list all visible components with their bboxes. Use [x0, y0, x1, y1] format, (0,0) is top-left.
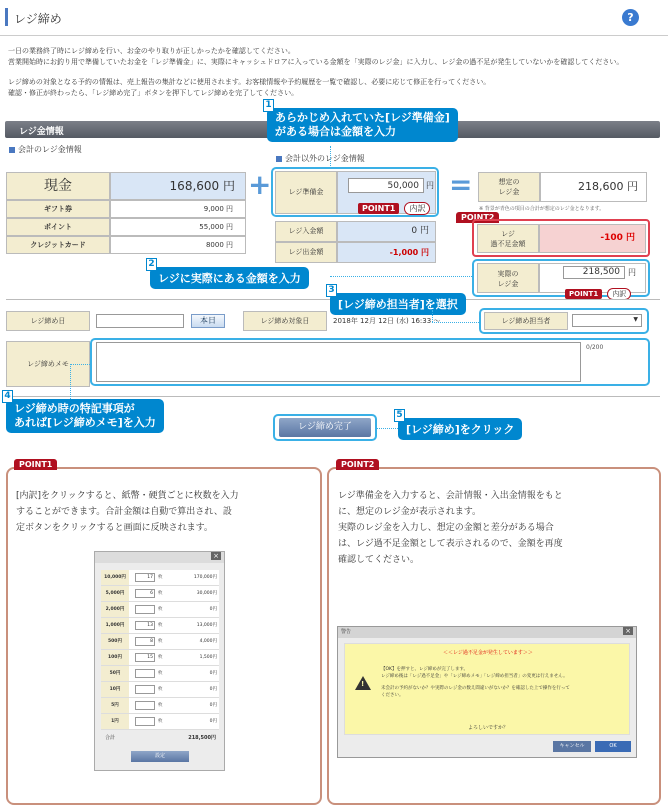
reserve-label: レジ準備金 — [275, 171, 337, 214]
reserve-input[interactable]: 50,000 — [348, 178, 424, 193]
intro-line: 一日の業務終了時にレジ締めを行い、お金のやり取りが正しかったかを確認してください。 — [8, 47, 295, 55]
breakdown-count-input[interactable]: 17 — [135, 573, 155, 582]
withdraw-label: レジ出金額 — [275, 242, 337, 263]
memo-counter: 0/200 — [586, 344, 604, 351]
cash-row-label: クレジットカード — [6, 236, 110, 254]
breakdown-unit: 枚 — [158, 639, 163, 644]
intro-line: 営業開始時にお釣り用で準備していたお金を「レジ準備金」に、実際にキャッシュドロアに入っている金額を「実際のレジ金」に入力し、レジ金の過不足が発生していないかを確認してください。 — [8, 58, 624, 66]
point2-box-tag: POINT2 — [336, 459, 379, 470]
breakdown-unit: 枚 — [158, 591, 163, 596]
callout-number: 1 — [263, 99, 274, 112]
callout-connector — [70, 364, 90, 365]
deposit-label: レジ入金額 — [275, 221, 337, 242]
warning-message-line: 未会計の予約がないか？や実際のレジ金の数え間違いがないか？を確認した上で操作を行って — [381, 686, 570, 691]
intro-text — [8, 46, 663, 99]
point1-text — [16, 488, 316, 536]
breakdown-count-input[interactable] — [135, 701, 155, 710]
callout-connector — [330, 276, 474, 277]
breakdown-denom: 10円 — [101, 682, 129, 697]
actual-detail-button[interactable]: 内訳 — [607, 288, 631, 300]
close-icon[interactable]: × — [213, 552, 219, 560]
cash-value: 168,600 円 — [169, 179, 235, 193]
breakdown-rows — [101, 570, 219, 730]
point1-box-tag: POINT1 — [14, 459, 57, 470]
breakdown-unit: 枚 — [158, 671, 163, 676]
staff-select[interactable] — [572, 314, 642, 327]
breakdown-denom: 5円 — [101, 698, 129, 713]
callout-5-text: [レジ締め]をクリック — [406, 423, 515, 436]
callout-connector — [432, 310, 433, 322]
actual-label-2: レジ金 — [497, 280, 519, 288]
warning-dialog — [337, 626, 637, 758]
callout-3 — [328, 285, 466, 315]
breakdown-count-input[interactable] — [135, 669, 155, 678]
breakdown-denom: 500円 — [101, 634, 129, 649]
memo-label: レジ締めメモ — [6, 341, 90, 387]
non-accounting-heading: 会計以外のレジ金情報 — [285, 154, 365, 163]
ok-button[interactable]: OK — [595, 741, 631, 752]
callout-number: 2 — [146, 258, 157, 271]
memo-textarea[interactable] — [96, 342, 581, 382]
withdraw-value: -1,000 円 — [337, 242, 436, 263]
warning-message-line: ください。 — [381, 693, 404, 698]
breakdown-unit: 枚 — [158, 575, 163, 580]
staff-label: レジ締め担当者 — [484, 312, 568, 330]
actual-label — [477, 263, 539, 293]
callout-connector — [377, 428, 398, 429]
expected-label-2: レジ金 — [498, 188, 520, 196]
bullet-icon — [276, 156, 282, 162]
expected-value: 218,600 円 — [540, 172, 647, 202]
actual-input[interactable]: 218,500 — [563, 266, 625, 279]
intro-line: 確認・修正が終わったら、「レジ締め完了」ボタンを押下してレジ締めを完了してください。 — [8, 89, 299, 97]
warning-titlebar — [338, 627, 636, 638]
warning-body — [344, 643, 630, 735]
callout-number: 4 — [2, 390, 13, 403]
cash-label: 現金 — [44, 178, 72, 194]
breakdown-count-input[interactable] — [135, 685, 155, 694]
breakdown-unit: 枚 — [158, 607, 163, 612]
breakdown-count-input[interactable]: 13 — [135, 621, 155, 630]
callout-2 — [148, 259, 309, 289]
callout-connector — [432, 322, 479, 323]
warning-message-line: 【OK】を押すと、レジ締めが完了します。 — [381, 667, 469, 672]
breakdown-total-value: 218,500円 — [188, 735, 216, 741]
cash-row-value: 9,000 円 — [110, 200, 246, 218]
reserve-detail-button[interactable]: 内訳 — [404, 202, 430, 215]
breakdown-amount: 0円 — [209, 671, 217, 676]
breakdown-denom: 1,000円 — [101, 618, 129, 633]
callout-4-line2: あれば[レジ締めメモ]を入力 — [14, 416, 156, 429]
breakdown-denom: 50円 — [101, 666, 129, 681]
breakdown-row — [101, 650, 219, 666]
breakdown-count-input[interactable] — [135, 605, 155, 614]
target-date-value: 2018年 12月 12日 (水) 16:33 〜 — [333, 317, 441, 325]
point2-tag: POINT2 — [456, 212, 499, 223]
help-icon[interactable]: ? — [622, 9, 639, 26]
breakdown-amount: 0円 — [209, 687, 217, 692]
breakdown-total-label: 合計 — [105, 735, 116, 741]
breakdown-amount: 13,000円 — [196, 623, 217, 628]
dialog-titlebar — [95, 552, 224, 563]
breakdown-row — [101, 666, 219, 682]
set-button[interactable]: 設定 — [131, 751, 189, 762]
breakdown-row — [101, 698, 219, 714]
breakdown-denom: 100円 — [101, 650, 129, 665]
breakdown-row — [101, 570, 219, 586]
actual-unit: 円 — [628, 268, 636, 277]
breakdown-unit: 枚 — [158, 719, 163, 724]
breakdown-count-input[interactable]: 6 — [135, 589, 155, 598]
title-accent — [5, 8, 8, 26]
today-button[interactable]: 本日 — [191, 314, 225, 328]
callout-3-text: [レジ締め担当者]を選択 — [338, 298, 458, 311]
cash-label-cell — [6, 172, 110, 200]
close-icon[interactable]: × — [625, 627, 631, 635]
point1-text-line: 定ボタンをクリックすると画面に反映されます。 — [16, 523, 213, 533]
callout-2-text: レジに実際にある金額を入力 — [158, 272, 301, 285]
breakdown-row — [101, 586, 219, 602]
cancel-button[interactable]: キャンセル — [553, 741, 591, 752]
reserve-buttons — [358, 196, 430, 215]
cash-row-label: ギフト券 — [6, 200, 110, 218]
breakdown-amount: 0円 — [209, 719, 217, 724]
callout-5 — [396, 410, 522, 440]
reserve-unit: 円 — [426, 181, 434, 190]
callout-number: 3 — [326, 284, 337, 297]
shortage-label-1: レジ — [501, 230, 515, 238]
point2-text-line: レジ準備金を入力すると、会計情報・入出金情報をもと — [338, 491, 563, 501]
callout-4 — [4, 391, 164, 433]
expected-label — [478, 172, 540, 202]
point2-text-line: 確認してください。 — [338, 555, 420, 565]
breakdown-amount: 0円 — [209, 703, 217, 708]
breakdown-amount: 0円 — [209, 607, 217, 612]
cash-row-label: ポイント — [6, 218, 110, 236]
breakdown-denom: 2,000円 — [101, 602, 129, 617]
breakdown-denom: 1円 — [101, 714, 129, 729]
breakdown-row — [101, 634, 219, 650]
breakdown-row — [101, 618, 219, 634]
breakdown-row — [101, 602, 219, 618]
date-input[interactable] — [96, 314, 184, 328]
warning-message-line: レジ締め後は「レジ過不足金」や「レジ締めメモ」「レジ締め担当者」の変更は行えません。 — [381, 674, 568, 679]
breakdown-amount: 170,000円 — [193, 575, 217, 580]
point1-badge: POINT1 — [565, 289, 602, 299]
breakdown-denom: 10,000円 — [101, 570, 129, 585]
cash-row-value: 55,000 円 — [110, 218, 246, 236]
actual-buttons — [565, 281, 631, 300]
shortage-label — [477, 224, 539, 253]
point1-badge: POINT1 — [358, 203, 399, 214]
callout-connector — [70, 364, 71, 399]
target-date-label: レジ締め対象日 — [243, 311, 327, 331]
breakdown-count-input[interactable]: 8 — [135, 637, 155, 646]
callout-1 — [265, 100, 458, 142]
point2-text-line: は、レジ過不足金額として表示されるので、金額を再度 — [338, 539, 563, 549]
actual-label-1: 実際の — [497, 270, 519, 278]
breakdown-unit: 枚 — [158, 623, 163, 628]
deposit-value: 0 円 — [337, 221, 436, 242]
divider — [6, 396, 660, 397]
breakdown-count-input[interactable] — [135, 717, 155, 726]
accounting-heading: 会計のレジ金情報 — [18, 145, 82, 154]
callout-1-line1: あらかじめ入れていた[レジ準備金] — [275, 111, 450, 124]
cash-row-value: 8000 円 — [110, 236, 246, 254]
shortage-value: -100 円 — [539, 224, 646, 253]
bullet-icon — [9, 147, 15, 153]
date-label: レジ締め日 — [6, 311, 90, 331]
plus-operator: + — [248, 168, 272, 201]
warning-heading: ＜＜レジ過不足金が発生しています＞＞ — [443, 650, 533, 656]
expected-note: ※ 背景が青色の項目の合計が想定のレジ金となります。 — [479, 206, 605, 212]
callout-number: 5 — [394, 409, 405, 422]
shortage-label-2: 過不足金額 — [490, 240, 526, 248]
breakdown-amount: 4,000円 — [199, 639, 217, 644]
callout-4-line1: レジ締め時の特記事項が — [14, 402, 135, 415]
section-title: レジ金情報 — [19, 127, 64, 137]
breakdown-unit: 枚 — [158, 655, 163, 660]
point2-text-line: に、想定のレジ金が表示されます。 — [338, 507, 482, 517]
intro-line: レジ締めの対象となる予約の情報は、売上報告の集計などに使用されます。お客様情報や予約履歴を一覧で確認し、必要に応じて修正を行ってください。 — [8, 78, 491, 86]
point1-text-line: することができます。合計金額は自動で算出され、設 — [16, 507, 232, 517]
point2-text-line: 実際のレジ金を入力し、想定の金額と差分がある場合 — [338, 523, 554, 533]
equals-operator: = — [449, 168, 473, 201]
breakdown-unit: 枚 — [158, 703, 163, 708]
breakdown-dialog — [94, 551, 225, 771]
warning-confirm: よろしいですか？ — [467, 725, 508, 731]
page-title: レジ締め — [14, 12, 62, 26]
breakdown-denom: 5,000円 — [101, 586, 129, 601]
cash-value-cell — [110, 172, 246, 200]
breakdown-amount: 30,000円 — [196, 591, 217, 596]
expected-label-1: 想定の — [498, 178, 520, 186]
breakdown-row — [101, 714, 219, 730]
breakdown-unit: 枚 — [158, 687, 163, 692]
warning-title: 警告 — [341, 629, 352, 635]
callout-1-line2: がある場合は金額を入力 — [275, 125, 396, 138]
breakdown-amount: 1,500円 — [199, 655, 217, 660]
callout-connector — [330, 146, 331, 168]
breakdown-count-input[interactable]: 15 — [135, 653, 155, 662]
point2-text — [338, 488, 658, 568]
complete-button[interactable]: レジ締め完了 — [279, 418, 371, 437]
warning-message — [381, 666, 626, 699]
warning-icon-mark: ! — [361, 680, 365, 688]
page-header — [0, 0, 668, 36]
point1-text-line: [内訳]をクリックすると、紙幣・硬貨ごとに枚数を入力 — [16, 491, 239, 501]
breakdown-row — [101, 682, 219, 698]
chevron-down-icon: ▼ — [633, 316, 638, 323]
